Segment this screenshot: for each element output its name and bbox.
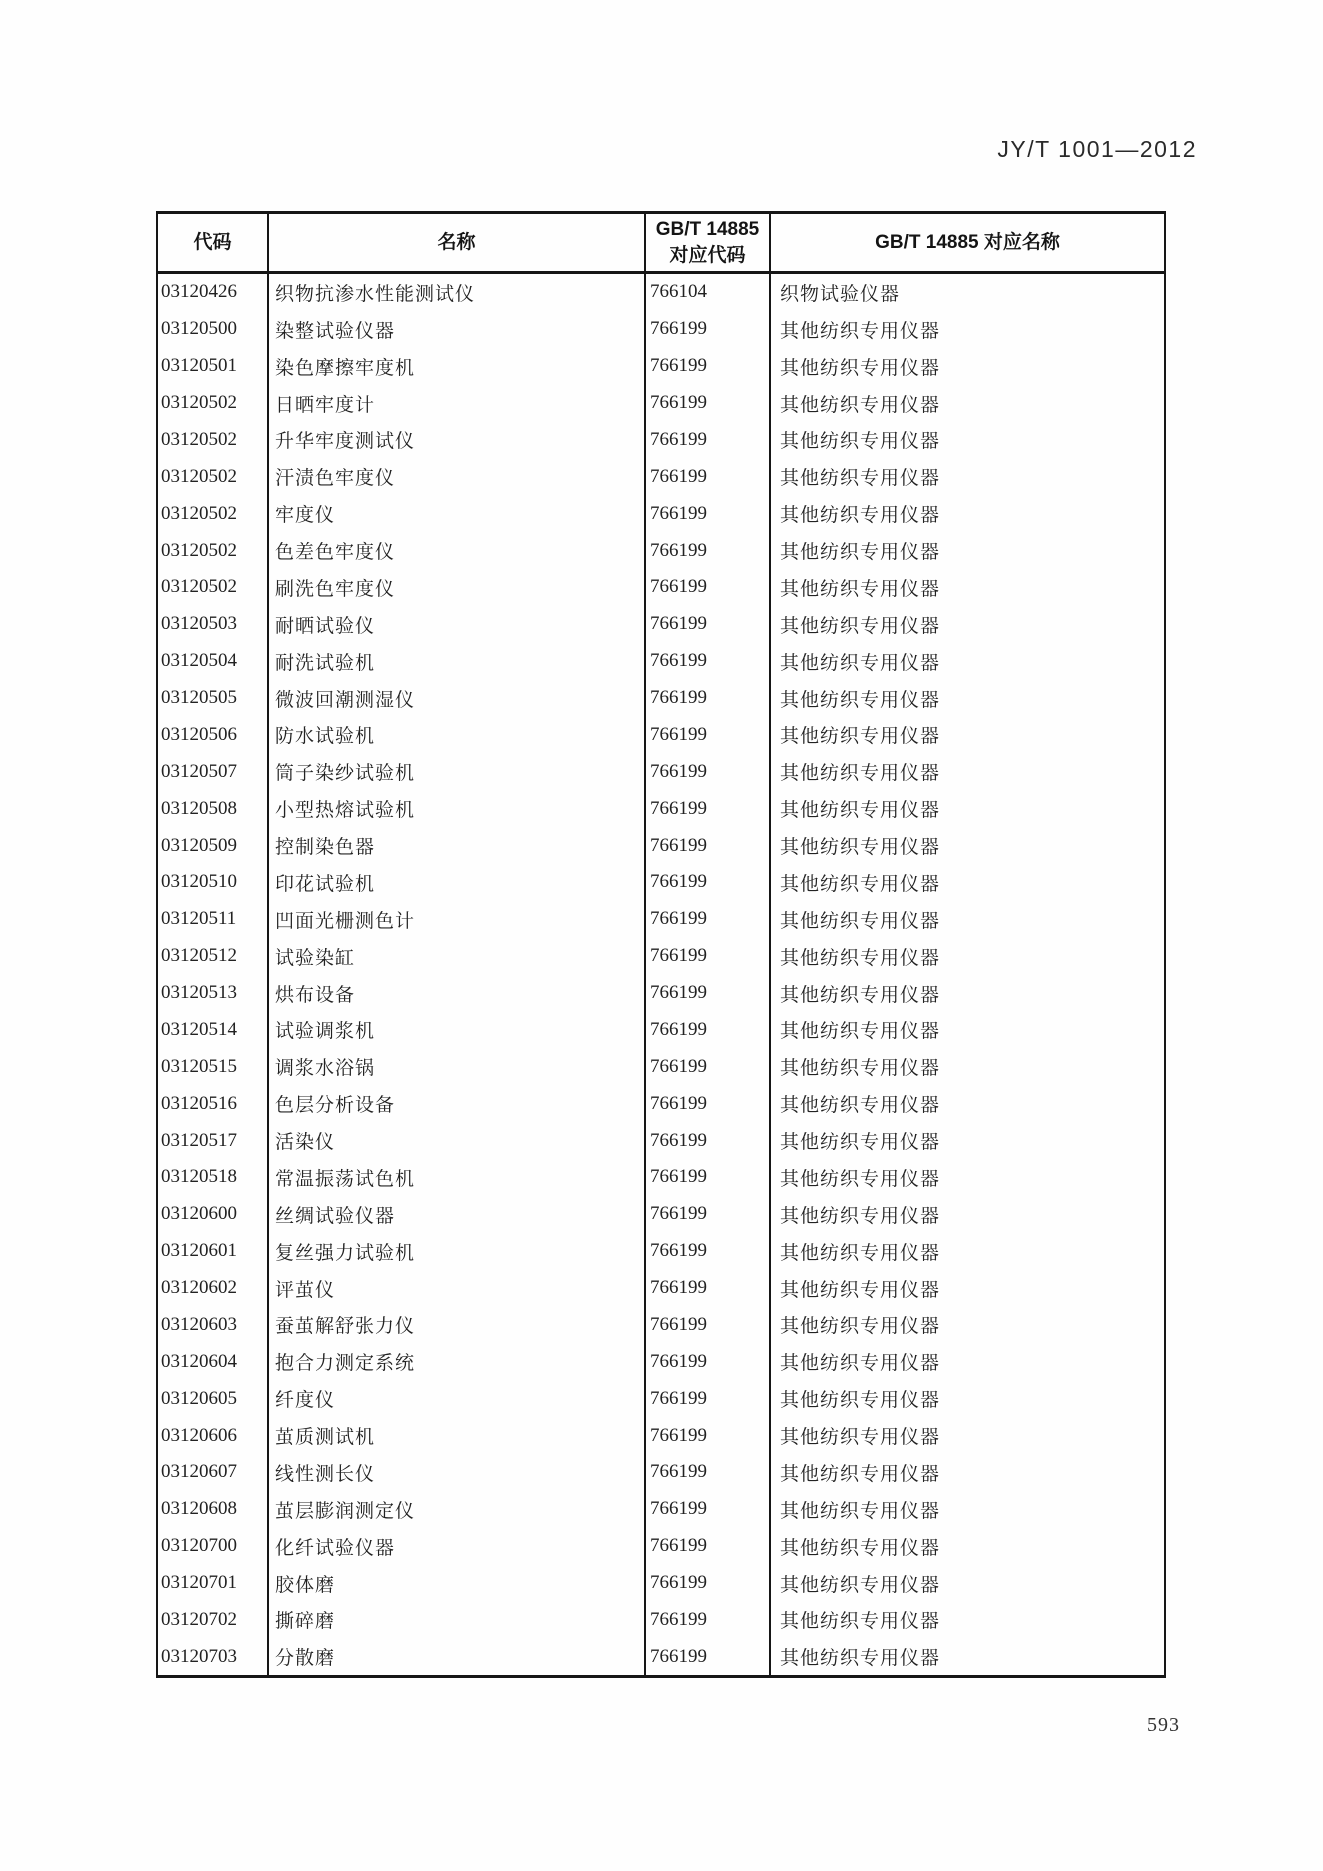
cell-code: 03120603 <box>158 1307 269 1344</box>
cell-code: 03120516 <box>158 1085 269 1122</box>
cell-gbt-code: 766199 <box>646 532 771 569</box>
cell-gbt-code: 766199 <box>646 1602 771 1639</box>
cell-code: 03120504 <box>158 643 269 680</box>
cell-name: 分散磨 <box>269 1638 646 1675</box>
cell-gbt-name: 其他纺织专用仪器 <box>780 615 941 637</box>
cell-gbt-name: 其他纺织专用仪器 <box>780 1537 941 1559</box>
cell-name: 染整试验仪器 <box>269 311 646 348</box>
cell-code: 03120503 <box>158 606 269 643</box>
cell-name: 化纤试验仪器 <box>269 1528 646 1565</box>
cell-gbt-code: 766199 <box>646 385 771 422</box>
cell-gbt-name: 其他纺织专用仪器 <box>780 763 941 785</box>
table-row <box>158 1233 1164 1270</box>
table-row <box>158 1012 1164 1049</box>
cell-gbt-name: 其他纺织专用仪器 <box>780 1242 941 1264</box>
cell-code: 03120508 <box>158 790 269 827</box>
code-mapping-table <box>156 211 1166 1678</box>
cell-gbt-code: 766199 <box>646 1233 771 1270</box>
cell-code: 03120702 <box>158 1602 269 1639</box>
cell-gbt-name: 其他纺织专用仪器 <box>780 910 941 932</box>
cell-gbt-code: 766199 <box>646 680 771 717</box>
cell-name: 活染仪 <box>269 1122 646 1159</box>
cell-gbt-name: 其他纺织专用仪器 <box>780 320 941 342</box>
table-row <box>158 1380 1164 1417</box>
cell-code: 03120701 <box>158 1565 269 1602</box>
cell-gbt-name: 其他纺织专用仪器 <box>780 726 941 748</box>
table-row <box>158 1122 1164 1159</box>
table-row <box>158 532 1164 569</box>
cell-gbt-name: 其他纺织专用仪器 <box>780 1279 941 1301</box>
cell-gbt-code: 766199 <box>646 1454 771 1491</box>
table-row <box>158 1528 1164 1565</box>
cell-code: 03120500 <box>158 311 269 348</box>
cell-gbt-name: 其他纺织专用仪器 <box>780 689 941 711</box>
column-header-gbt-name <box>771 214 1164 271</box>
cell-name: 试验染缸 <box>269 938 646 975</box>
cell-gbt-code: 766199 <box>646 1528 771 1565</box>
cell-name: 茧质测试机 <box>269 1417 646 1454</box>
cell-code: 03120605 <box>158 1380 269 1417</box>
cell-code: 03120510 <box>158 864 269 901</box>
table-row <box>158 790 1164 827</box>
cell-gbt-code: 766199 <box>646 1380 771 1417</box>
cell-name: 色层分析设备 <box>269 1085 646 1122</box>
cell-gbt-name: 其他纺织专用仪器 <box>780 1611 941 1633</box>
table-row <box>158 385 1164 422</box>
cell-gbt-code: 766199 <box>646 311 771 348</box>
cell-gbt-name: 其他纺织专用仪器 <box>780 357 941 379</box>
cell-name: 线性测长仪 <box>269 1454 646 1491</box>
cell-gbt-name: 其他纺织专用仪器 <box>780 542 941 564</box>
cell-name: 汗渍色牢度仪 <box>269 458 646 495</box>
cell-gbt-name: 其他纺织专用仪器 <box>780 1095 941 1117</box>
table-row <box>158 606 1164 643</box>
column-header-name <box>269 214 646 271</box>
cell-code: 03120517 <box>158 1122 269 1159</box>
cell-gbt-name: 其他纺织专用仪器 <box>780 1205 941 1227</box>
table-row <box>158 680 1164 717</box>
cell-gbt-name: 其他纺织专用仪器 <box>780 1021 941 1043</box>
table-row <box>158 938 1164 975</box>
cell-name: 胶体磨 <box>269 1565 646 1602</box>
cell-gbt-code: 766199 <box>646 1122 771 1159</box>
cell-name: 染色摩擦牢度机 <box>269 348 646 385</box>
table-row <box>158 569 1164 606</box>
cell-code: 03120602 <box>158 1270 269 1307</box>
cell-gbt-code: 766199 <box>646 495 771 532</box>
cell-code: 03120518 <box>158 1159 269 1196</box>
cell-gbt-code: 766199 <box>646 938 771 975</box>
page-number: 593 <box>1147 1714 1180 1736</box>
cell-gbt-code: 766199 <box>646 1491 771 1528</box>
table-row <box>158 1307 1164 1344</box>
cell-gbt-name: 其他纺织专用仪器 <box>780 1390 941 1412</box>
cell-gbt-name: 其他纺织专用仪器 <box>780 837 941 859</box>
cell-gbt-code: 766199 <box>646 1417 771 1454</box>
table-row <box>158 1196 1164 1233</box>
cell-code: 03120505 <box>158 680 269 717</box>
cell-code: 03120502 <box>158 532 269 569</box>
table-row <box>158 1565 1164 1602</box>
cell-code: 03120507 <box>158 753 269 790</box>
cell-code: 03120502 <box>158 422 269 459</box>
cell-gbt-code: 766199 <box>646 753 771 790</box>
cell-gbt-code: 766104 <box>646 274 771 311</box>
cell-code: 03120513 <box>158 975 269 1012</box>
cell-gbt-name: 其他纺织专用仪器 <box>780 431 941 453</box>
cell-gbt-name: 其他纺织专用仪器 <box>780 1132 941 1154</box>
cell-code: 03120506 <box>158 717 269 754</box>
cell-name: 色差色牢度仪 <box>269 532 646 569</box>
cell-gbt-code: 766199 <box>646 1196 771 1233</box>
cell-name: 耐晒试验仪 <box>269 606 646 643</box>
table-row <box>158 643 1164 680</box>
table-row <box>158 422 1164 459</box>
cell-name: 抱合力测定系统 <box>269 1343 646 1380</box>
table-row <box>158 975 1164 1012</box>
cell-gbt-code: 766199 <box>646 901 771 938</box>
column-header-code <box>158 214 269 271</box>
cell-gbt-code: 766199 <box>646 348 771 385</box>
cell-code: 03120608 <box>158 1491 269 1528</box>
cell-code: 03120601 <box>158 1233 269 1270</box>
cell-code: 03120703 <box>158 1638 269 1675</box>
cell-gbt-code: 766199 <box>646 643 771 680</box>
cell-name: 试验调浆机 <box>269 1012 646 1049</box>
cell-gbt-code: 766199 <box>646 1307 771 1344</box>
cell-name: 微波回潮测湿仪 <box>269 680 646 717</box>
table-row <box>158 1159 1164 1196</box>
cell-gbt-code: 766199 <box>646 606 771 643</box>
table-row <box>158 864 1164 901</box>
cell-code: 03120607 <box>158 1454 269 1491</box>
table-row <box>158 458 1164 495</box>
cell-name: 小型热熔试验机 <box>269 790 646 827</box>
cell-name: 茧层膨润测定仪 <box>269 1491 646 1528</box>
standard-number-header: JY/T 1001—2012 <box>997 136 1197 162</box>
cell-code: 03120502 <box>158 458 269 495</box>
cell-name: 印花试验机 <box>269 864 646 901</box>
cell-code: 03120511 <box>158 901 269 938</box>
cell-code: 03120515 <box>158 1048 269 1085</box>
cell-gbt-name: 其他纺织专用仪器 <box>780 468 941 490</box>
cell-name: 调浆水浴锅 <box>269 1048 646 1085</box>
cell-name: 耐洗试验机 <box>269 643 646 680</box>
table-row <box>158 1270 1164 1307</box>
cell-name: 撕碎磨 <box>269 1602 646 1639</box>
cell-name: 凹面光栅测色计 <box>269 901 646 938</box>
cell-gbt-code: 766199 <box>646 1270 771 1307</box>
cell-name: 纤度仪 <box>269 1380 646 1417</box>
table-row <box>158 717 1164 754</box>
cell-gbt-code: 766199 <box>646 975 771 1012</box>
cell-code: 03120604 <box>158 1343 269 1380</box>
cell-gbt-name: 其他纺织专用仪器 <box>780 652 941 674</box>
cell-gbt-name: 其他纺织专用仪器 <box>780 947 941 969</box>
cell-name: 蚕茧解舒张力仪 <box>269 1307 646 1344</box>
column-header-gbt-code <box>646 214 771 271</box>
cell-code: 03120502 <box>158 569 269 606</box>
cell-gbt-name: 其他纺织专用仪器 <box>780 1463 941 1485</box>
table-row <box>158 1343 1164 1380</box>
cell-code: 03120502 <box>158 495 269 532</box>
cell-name: 日晒牢度计 <box>269 385 646 422</box>
cell-gbt-code: 766199 <box>646 790 771 827</box>
cell-gbt-code: 766199 <box>646 827 771 864</box>
cell-gbt-code: 766199 <box>646 569 771 606</box>
cell-name: 刷洗色牢度仪 <box>269 569 646 606</box>
cell-code: 03120501 <box>158 348 269 385</box>
cell-name: 控制染色器 <box>269 827 646 864</box>
cell-gbt-name: 其他纺织专用仪器 <box>780 1574 941 1596</box>
cell-gbt-code: 766199 <box>646 1638 771 1675</box>
cell-code: 03120700 <box>158 1528 269 1565</box>
table-row <box>158 1491 1164 1528</box>
table-row <box>158 1454 1164 1491</box>
table-row <box>158 753 1164 790</box>
table-row <box>158 1048 1164 1085</box>
cell-name: 丝绸试验仪器 <box>269 1196 646 1233</box>
table-row <box>158 348 1164 385</box>
table-row <box>158 901 1164 938</box>
table-row <box>158 311 1164 348</box>
table-row <box>158 1638 1164 1675</box>
table-header-row <box>158 214 1164 274</box>
cell-gbt-name: 其他纺织专用仪器 <box>780 505 941 527</box>
cell-gbt-code: 766199 <box>646 1343 771 1380</box>
cell-gbt-code: 766199 <box>646 458 771 495</box>
cell-gbt-code: 766199 <box>646 1565 771 1602</box>
cell-name: 复丝强力试验机 <box>269 1233 646 1270</box>
cell-gbt-name: 其他纺织专用仪器 <box>780 578 941 600</box>
cell-gbt-name: 其他纺织专用仪器 <box>780 394 941 416</box>
cell-gbt-code: 766199 <box>646 864 771 901</box>
cell-gbt-name: 其他纺织专用仪器 <box>780 1648 941 1670</box>
cell-name: 筒子染纱试验机 <box>269 753 646 790</box>
cell-gbt-name: 其他纺织专用仪器 <box>780 873 941 895</box>
cell-gbt-name: 其他纺织专用仪器 <box>780 984 941 1006</box>
table-row <box>158 1417 1164 1454</box>
cell-gbt-name: 织物试验仪器 <box>780 283 901 305</box>
column-header-gbt-name-label: GB/T 14885 对应名称 <box>875 231 1060 253</box>
cell-code: 03120426 <box>158 274 269 311</box>
cell-gbt-name: 其他纺织专用仪器 <box>780 1316 941 1338</box>
cell-gbt-code: 766199 <box>646 422 771 459</box>
cell-code: 03120600 <box>158 1196 269 1233</box>
cell-gbt-code: 766199 <box>646 1012 771 1049</box>
column-header-name-label: 名称 <box>437 231 476 253</box>
column-header-gbt-code-line1: GB/T 14885 <box>655 218 760 240</box>
cell-name: 烘布设备 <box>269 975 646 1012</box>
column-header-gbt-code-line2: 对应代码 <box>669 244 746 266</box>
table-row <box>158 1085 1164 1122</box>
table-row <box>158 1602 1164 1639</box>
cell-gbt-code: 766199 <box>646 1048 771 1085</box>
cell-name: 牢度仪 <box>269 495 646 532</box>
column-header-code-label: 代码 <box>193 231 232 253</box>
cell-code: 03120502 <box>158 385 269 422</box>
cell-gbt-name: 其他纺织专用仪器 <box>780 1353 941 1375</box>
cell-code: 03120606 <box>158 1417 269 1454</box>
table-row <box>158 274 1164 311</box>
table-body <box>158 274 1164 1675</box>
cell-code: 03120509 <box>158 827 269 864</box>
cell-code: 03120512 <box>158 938 269 975</box>
table-row <box>158 827 1164 864</box>
cell-gbt-name: 其他纺织专用仪器 <box>780 800 941 822</box>
cell-name: 升华牢度测试仪 <box>269 422 646 459</box>
cell-name: 织物抗渗水性能测试仪 <box>269 274 646 311</box>
table-row <box>158 495 1164 532</box>
cell-gbt-name: 其他纺织专用仪器 <box>780 1058 941 1080</box>
cell-gbt-name: 其他纺织专用仪器 <box>780 1500 941 1522</box>
cell-gbt-code: 766199 <box>646 1085 771 1122</box>
cell-code: 03120514 <box>158 1012 269 1049</box>
cell-name: 评茧仪 <box>269 1270 646 1307</box>
cell-name: 常温振荡试色机 <box>269 1159 646 1196</box>
cell-gbt-name: 其他纺织专用仪器 <box>780 1168 941 1190</box>
cell-name: 防水试验机 <box>269 717 646 754</box>
cell-gbt-code: 766199 <box>646 717 771 754</box>
cell-gbt-name: 其他纺织专用仪器 <box>780 1427 941 1449</box>
cell-gbt-code: 766199 <box>646 1159 771 1196</box>
